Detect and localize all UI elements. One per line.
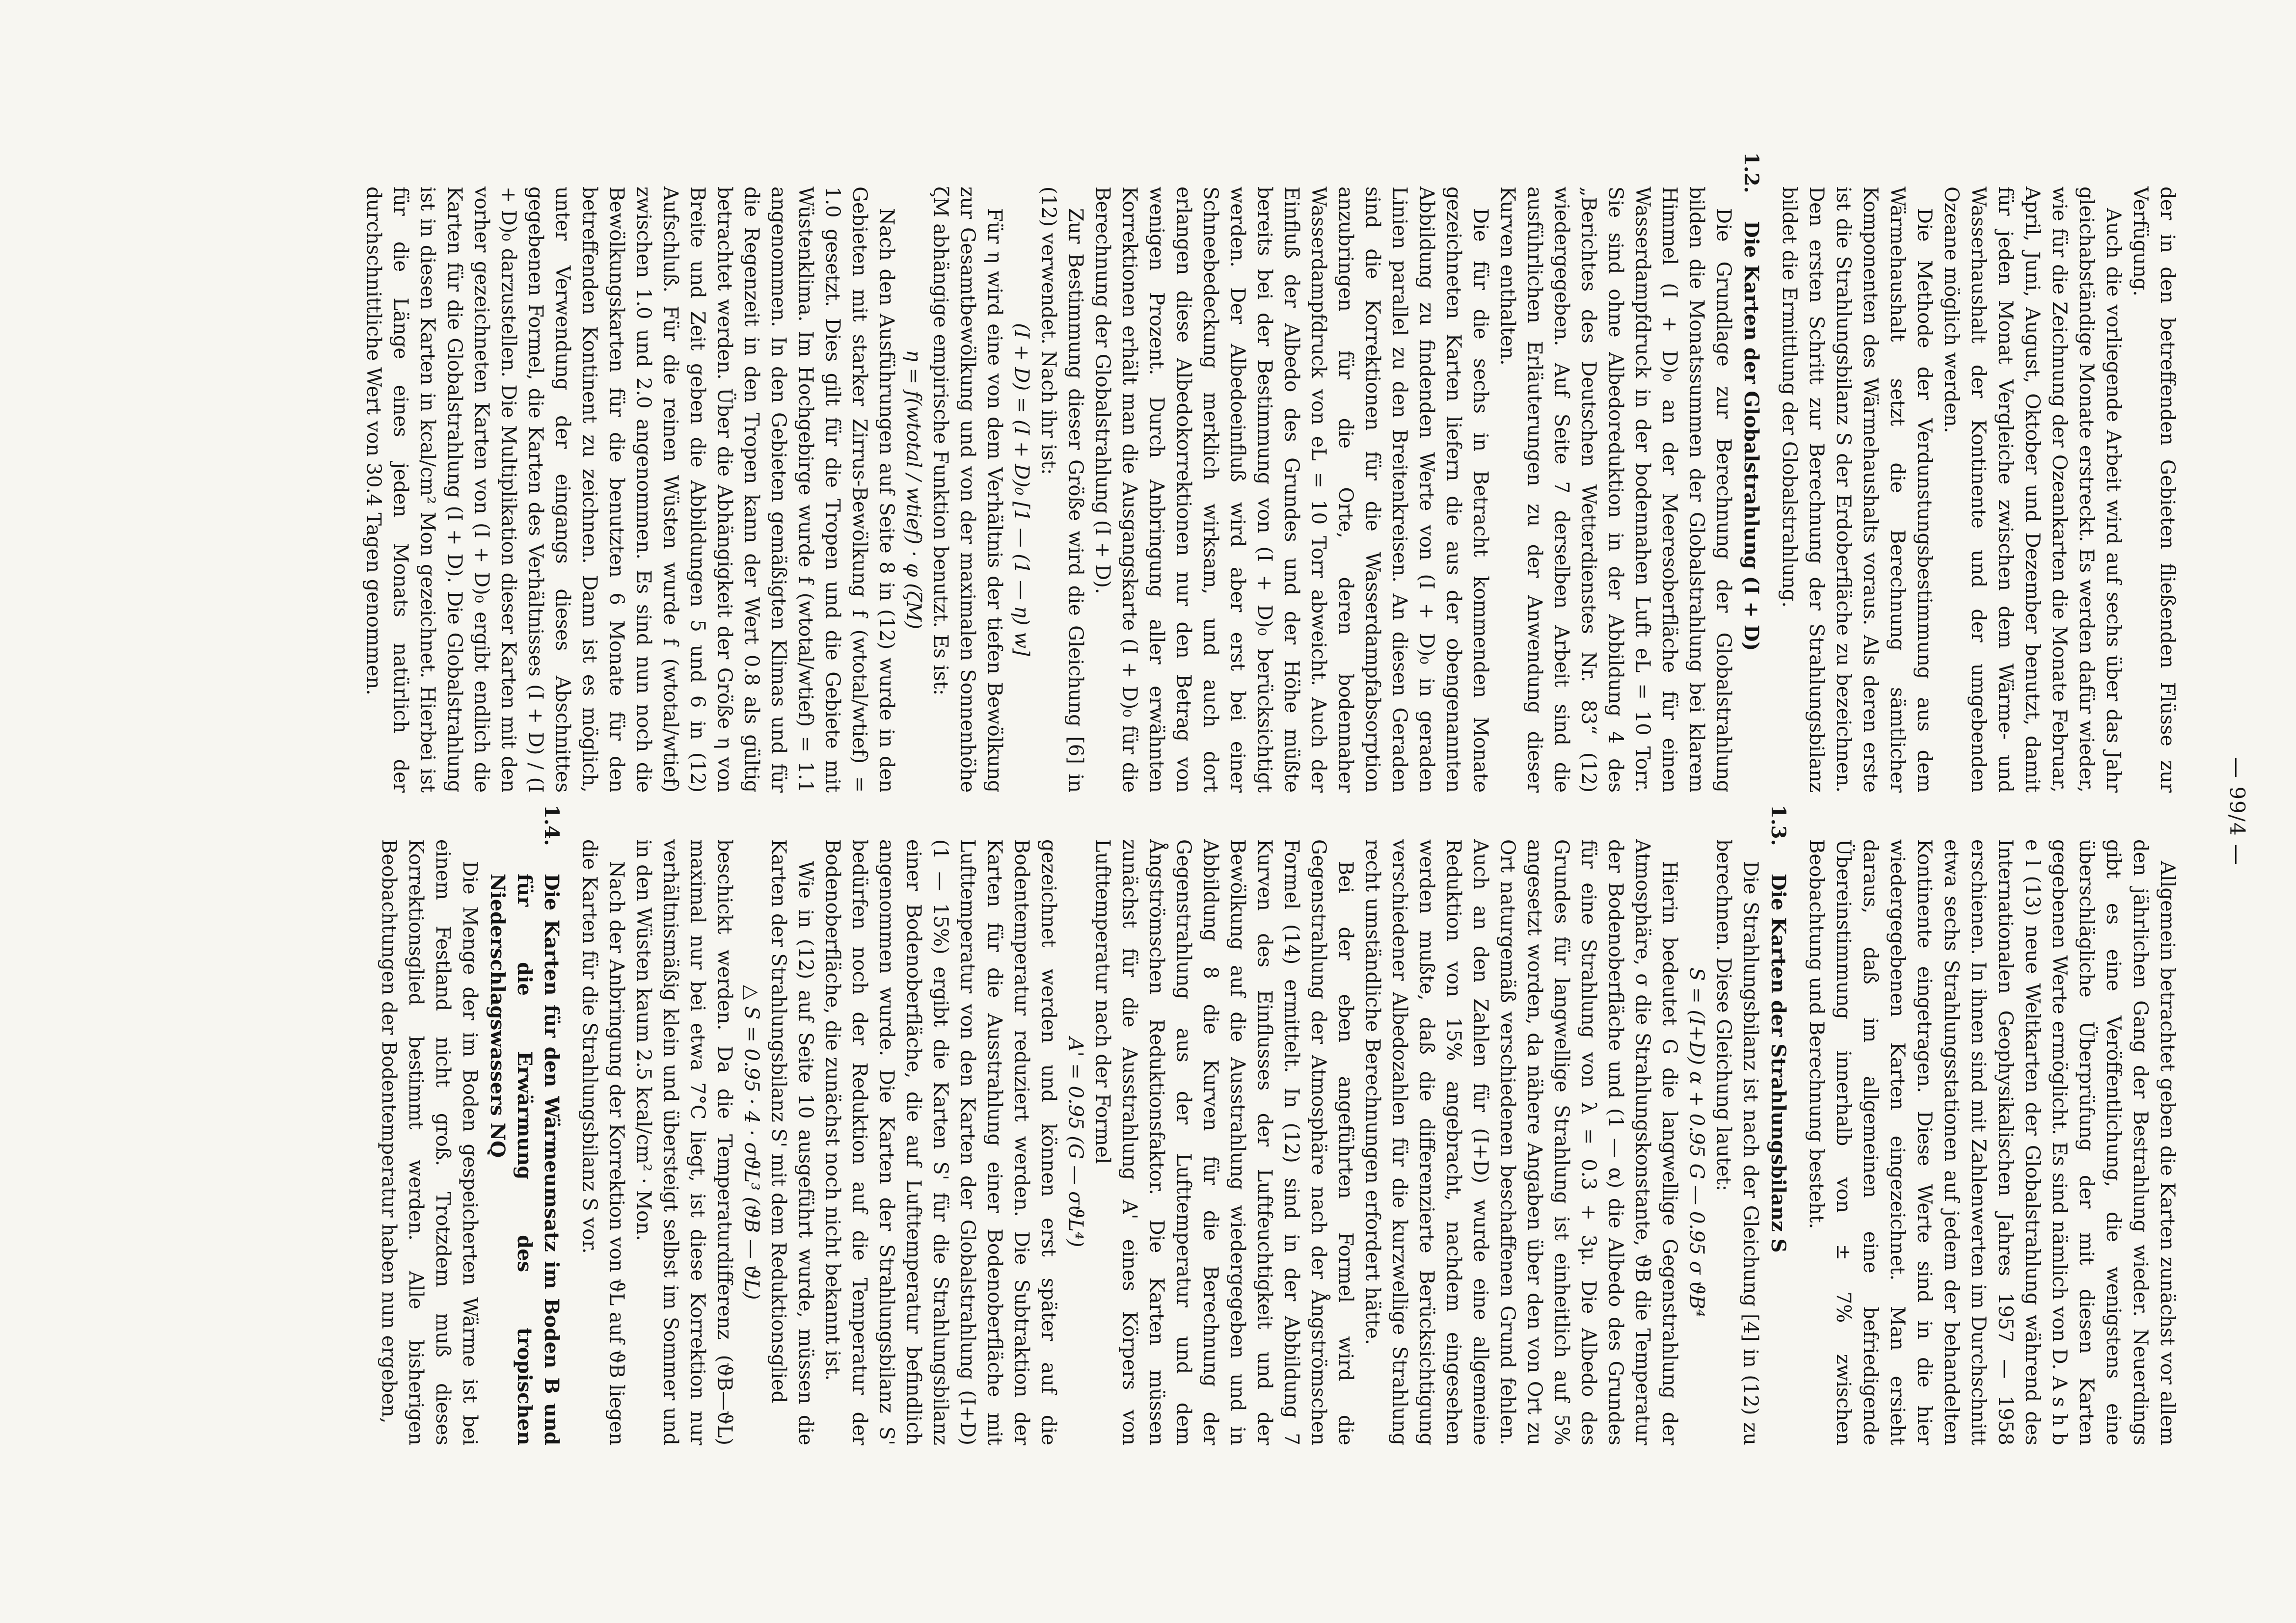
page-number [2225,0,2249,1623]
right-column [375,805,2181,1445]
section-title: Die Karten der Strahlungsbilanz S [1767,874,1790,1253]
paragraph: Zur Bestimmung dieser Größe wird die Gleichung [6] in (12) verwendet. Nach ihr ist: [1037,186,1087,793]
formula: S = (I+D) α + 0.95 G — 0.95 σ ϑB⁴ [1685,967,1708,1317]
section-title: Die Karten der Globalstrahlung (I + D) [1740,221,1763,651]
paragraph: beschickt werden. Da die Temperaturdifferenz (ϑB—ϑL) maximal nur bei etwa 7°C liegt, ist diese Korrektion nur verhältnismäßig klein und übersteigt selbst im Sommer und in den Wüsten kaum 2.5 kcal/cm² · Mon. [632,839,736,1445]
page-number-text: — 99/4 — [2225,757,2249,866]
paragraph: Auch die vorliegende Arbeit wird auf sechs über das Jahr gleichabständige Monate erstreckt. Es werden dafür wieder, wie für die Zeichnung der Ozeankarten die Monate Februar, April, Juni, August, Oktober und Dezember benutzt, damit für jeden Monat Vergleiche zwischen dem Wärme- und Wasserhaushalt der Kontinente und der umgebenden Ozeane möglich werden. [1940,186,2125,793]
section-heading [1765,805,1792,1445]
section-number: 1.4. [540,805,563,846]
section-number: 1.3. [1767,805,1790,846]
paragraph: Die Grundlage zur Berechnung der Globalstrahlung bilden die Monatssummen der Globalstrahlung bei klarem Himmel (I + D)₀ an der Meeresoberfläche für einen Wasserdampfdruck in der bodennahen Luft eL = 10 Torr. Sie sind ohne Albedoreduktion in der Abbildung 4 des „Berichtes des Deutschen Wetterdienstes Nr. 83“ (12) wiedergegeben. Auf Seite 7 derselben Arbeit sind die ausführlichen Erläuterungen zu der Anwendung dieser Kurven enthalten. [1496,186,1735,793]
paragraph: Die Strahlungsbilanz ist nach der Gleichung [4] in (12) zu berechnen. Diese Gleichung lautet: [1712,839,1762,1445]
section-title: Die Karten für den Wärmeumsatz im Boden B und für die Erwärmung des tropischen Niederschlagswassers NQ [486,874,563,1445]
formula: (I + D) = (I + D)₀ [1 — (1 — η) w] [1010,323,1033,656]
paragraph: Die für die sechs in Betracht kommenden Monate gezeichneten Karten liefern die aus der obengenannten Abbildung zu findenden Werte von (I + D)₀ in geraden Linien parallel zu den Breitenkreisen. An diesen Geraden sind die Korrektionen für die Wasserdampfabsorption anzubringen für die Orte, deren bodennaher Wasserdampfdruck von eL = 10 Torr abweicht. Auch der Einfluß der Albedo des Grundes und der Höhe müßte bereits bei der Bestimmung von (I + D)₀ berücksichtigt werden. Der Albedoeinfluß wird aber erst bei einer Schneebedeckung merklich wirksam, und auch dort erlangen diese Albedokorrektionen nur den Betrag von wenigen Prozent. Durch Anbringung aller erwähnten Korrektionen erhält man die Ausgangskarte (I + D)₀ für die Berechnung der Globalstrahlung (I + D). [1091,186,1492,793]
paragraph: Hierin bedeutet G die langwellige Gegenstrahlung der Atmosphäre, σ die Strahlungskonstante, ϑB die Temperatur der Bodenoberfläche und (1 — α) die Albedo des Grundes für eine Strahlung von λ = 0.3 + 3μ. Die Albedo des Grundes für langwellige Strahlung ist einheitlich auf 5% angesetzt worden, da nähere Angaben über den von Ort zu Ort naturgemäß verschiedenen beschaffenen Grund fehlen. Auch an den Zahlen für (I+D) wurde eine allgemeine Reduktion von 15% angebracht, nachdem eingesehen werden mußte, daß die differenzierte Berücksichtigung verschiedener Albedozahlen für die kurzwellige Strahlung recht umständliche Berechnungen erfordert hätte. [1361,839,1681,1445]
section-heading [484,805,565,1445]
section-heading [1738,152,1765,793]
paragraph: der in den betreffenden Gebieten fließenden Flüsse zur Verfügung. [2129,186,2179,793]
paragraph: Nach der Anbringung der Korrektion von ϑL auf ϑB liegen die Karten für die Strahlungsbilanz S vor. [578,839,628,1445]
paragraph: Nach den Ausführungen auf Seite 8 in (12) wurde in den Gebieten mit starker Zirrus-Bewölkung f (wtotal/wtief) = 1.0 gesetzt. Dies gilt für die Tropen und die Gebiete mit Wüstenklima. Im Hochgebirge wurde f (wtotal/wtief) = 1.1 angenommen. In den Gebieten gemäßigten Klimas und für die Regenzeit in den Tropen kann der Wert 0.8 als gültig betrachtet werden. Über die Abhängigkeit der Größe η von Breite und Zeit geben die Abbildungen 5 und 6 in (12) Aufschluß. Für die reinen Wüsten wurde f (wtotal/wtief) zwischen 1.0 und 2.0 angenommen. Es sind nun noch die Bewölkungskarten für die benutzten 6 Monate für den betreffenden Kontinent zu zeichnen. Dann ist es möglich, unter Verwendung der eingangs dieses Abschnittes gegebenen Formel, die Karten des Verhältnisses (I + D) / (I + D)₀ darzustellen. Die Multiplikation dieser Karten mit den vorher gezeichneten Karten von (I + D)₀ ergibt endlich die Karten für die Globalstrahlung (I + D). Die Globalstrahlung ist in diesen Karten in kcal/cm² Mon gezeichnet. Hierbei ist für die Länge eines jeden Monats natürlich der durchschnittliche Wert von 30.4 Tagen genommen. [362,186,898,793]
paragraph: Für η wird eine von dem Verhältnis der tiefen Bewölkung zur Gesamtbewölkung und von der maximalen Sonnenhöhe ζM abhängige empirische Funktion benutzt. Es ist: [929,186,1006,793]
paragraph: Die Methode der Verdunstungsbestimmung aus dem Wärmehaushalt setzt die Berechnung sämtlicher Komponenten des Wärmehaushalts voraus. Als deren erste ist die Strahlungsbilanz S der Erdoberfläche zu bezeichnen. Den ersten Schritt zur Berechnung der Strahlungsbilanz bildet die Ermittlung der Globalstrahlung. [1778,186,1936,793]
left-column [360,152,2181,793]
paragraph: Bei der eben angeführten Formel wird die Gegenstrahlung der Atmosphäre nach der Ångströmschen Formel (14) ermittelt. In (12) sind in der Abbildung 7 Kurven des Einflusses der Luftfeuchtigkeit und der Bewölkung auf die Ausstrahlung wiedergegeben und in Abbildung 8 die Kurven für die Berechnung der Gegenstrahlung aus der Lufttemperatur und dem Ångströmschen Reduktionsfaktor. Die Karten müssen zunächst für die Ausstrahlung A' eines Körpers von Lufttemperatur nach der Formel [1091,839,1357,1445]
paragraph: Allgemein betrachtet geben die Karten zunächst vor allem den jährlichen Gang der Bestrahlung wieder. Neuerdings gibt es eine Veröffentlichung, die wenigstens eine überschlägliche Überprüfung der mit diesen Karten gegebenen Werte ermöglicht. Es sind nämlich von D. A s h b e l (13) neue Weltkarten der Globalstrahlung während des Internationalen Geophysikalischen Jahres 1957 — 1958 erschienen. In ihnen sind mit Zahlenwerten im Durchschnitt etwa sechs Strahlungsstationen auf jedem der behandelten Kontinente eingetragen. Diese Werte sind in die hier wiedergegebenen Karten eingezeichnet. Man ersieht daraus, daß im allgemeinen eine befriedigende Übereinstimmung innerhalb von ± 7% zwischen Beobachtung und Berechnung besteht. [1805,839,2179,1445]
section-number: 1.2. [1740,152,1763,193]
paragraph: gezeichnet werden und können erst später auf die Bodentemperatur reduziert werden. Die Subtraktion der Karten für die Ausstrahlung einer Bodenoberfläche mit Lufttemperatur von den Karten der Globalstrahlung (I+D) (1 — 15%) ergibt die Karten S' für die Strahlungsbilanz einer Bodenoberfläche, die auf Lufttemperatur befindlich angenommen wurde. Die Karten der Strahlungsbilanz S' bedürfen noch der Reduktion auf die Temperatur der Bodenoberfläche, die zunächst noch nicht bekannt ist. [821,839,1060,1445]
paragraph: Die Menge der im Boden gespeicherten Wärme ist bei einem Festland nicht groß. Trotzdem muß dieses Korrektionsglied bestimmt werden. Alle bisherigen Beobachtungen der Bodentemperatur haben nun ergeben, [378,839,481,1445]
formula: A' = 0.95 (G — σϑL⁴) [1064,1037,1087,1248]
formula: △ S = 0.95 · 4 · σϑL³ (ϑB — ϑL) [740,984,763,1300]
paragraph: Wie in (12) auf Seite 10 ausgeführt wurde, müssen die Karten der Strahlungsbilanz S' mit dem Reduktionsglied [767,839,817,1445]
formula: η = f(wtotal / wtief) · φ (ζM) [902,349,925,630]
